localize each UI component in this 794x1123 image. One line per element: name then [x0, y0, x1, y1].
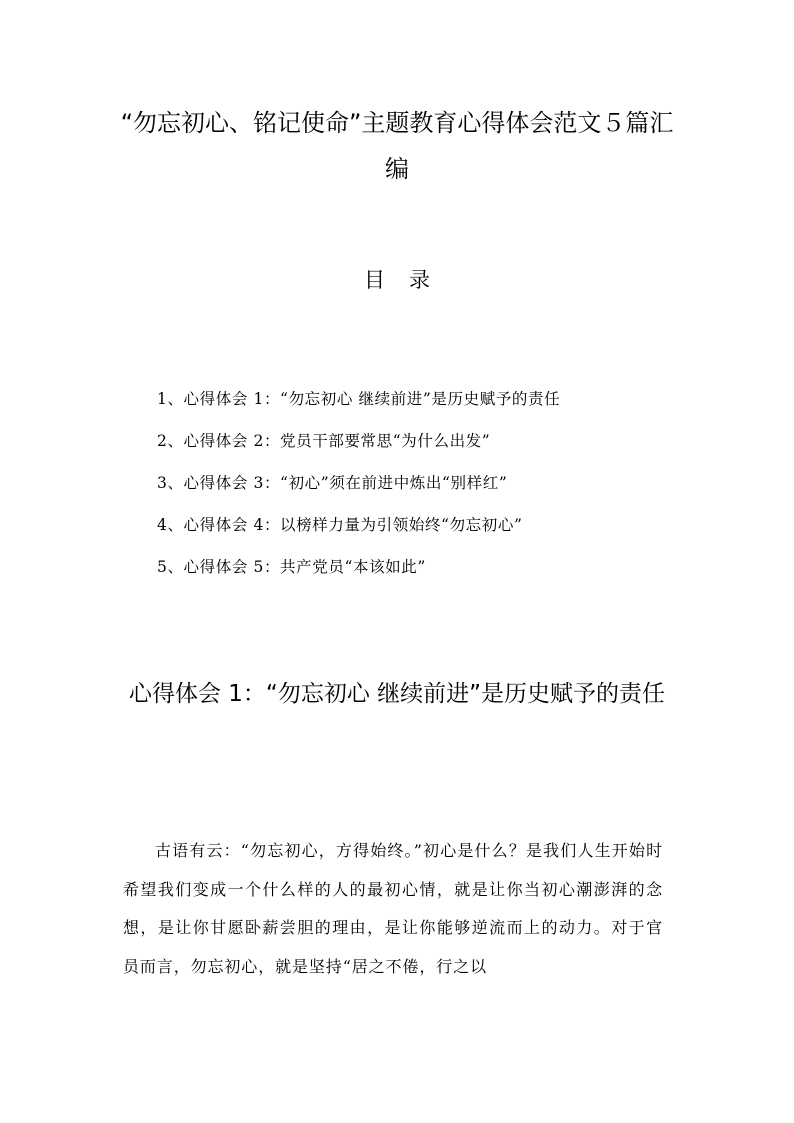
document-title: “勿忘初心、铭记使命”主题教育心得体会范文５篇汇编	[120, 109, 674, 183]
toc-heading: 目录	[364, 268, 454, 292]
toc-item-3: 3、心得体会 3：“初心”须在前进中炼出“别样红”	[157, 474, 508, 492]
section-title: 心得体会 1：“勿忘初心 继续前进”是历史赋予的责任	[128, 681, 666, 707]
toc-item-5: 5、心得体会 5：共产党员“本该如此”	[157, 558, 426, 576]
toc-item-1: 1、心得体会 1：“勿忘初心 继续前进”是历史赋予的责任	[157, 390, 561, 408]
toc-item-4: 4、心得体会 4：以榜样力量为引领始终“勿忘初心”	[157, 516, 523, 534]
toc-item-2: 2、心得体会 2：党员干部要常思“为什么出发”	[157, 432, 491, 450]
body-paragraph: 古语有云：“勿忘初心，方得始终。”初心是什么？是我们人生开始时希望我们变成一个什么样的人的最初心情，就是让你当初心潮澎湃的念想，是让你甘愿卧薪尝胆的理由，是让你能够逆流而上的动力。对于官员而言，勿忘初心，就是坚持“居之不倦，行之以	[123, 841, 663, 976]
table-of-contents	[157, 386, 560, 596]
